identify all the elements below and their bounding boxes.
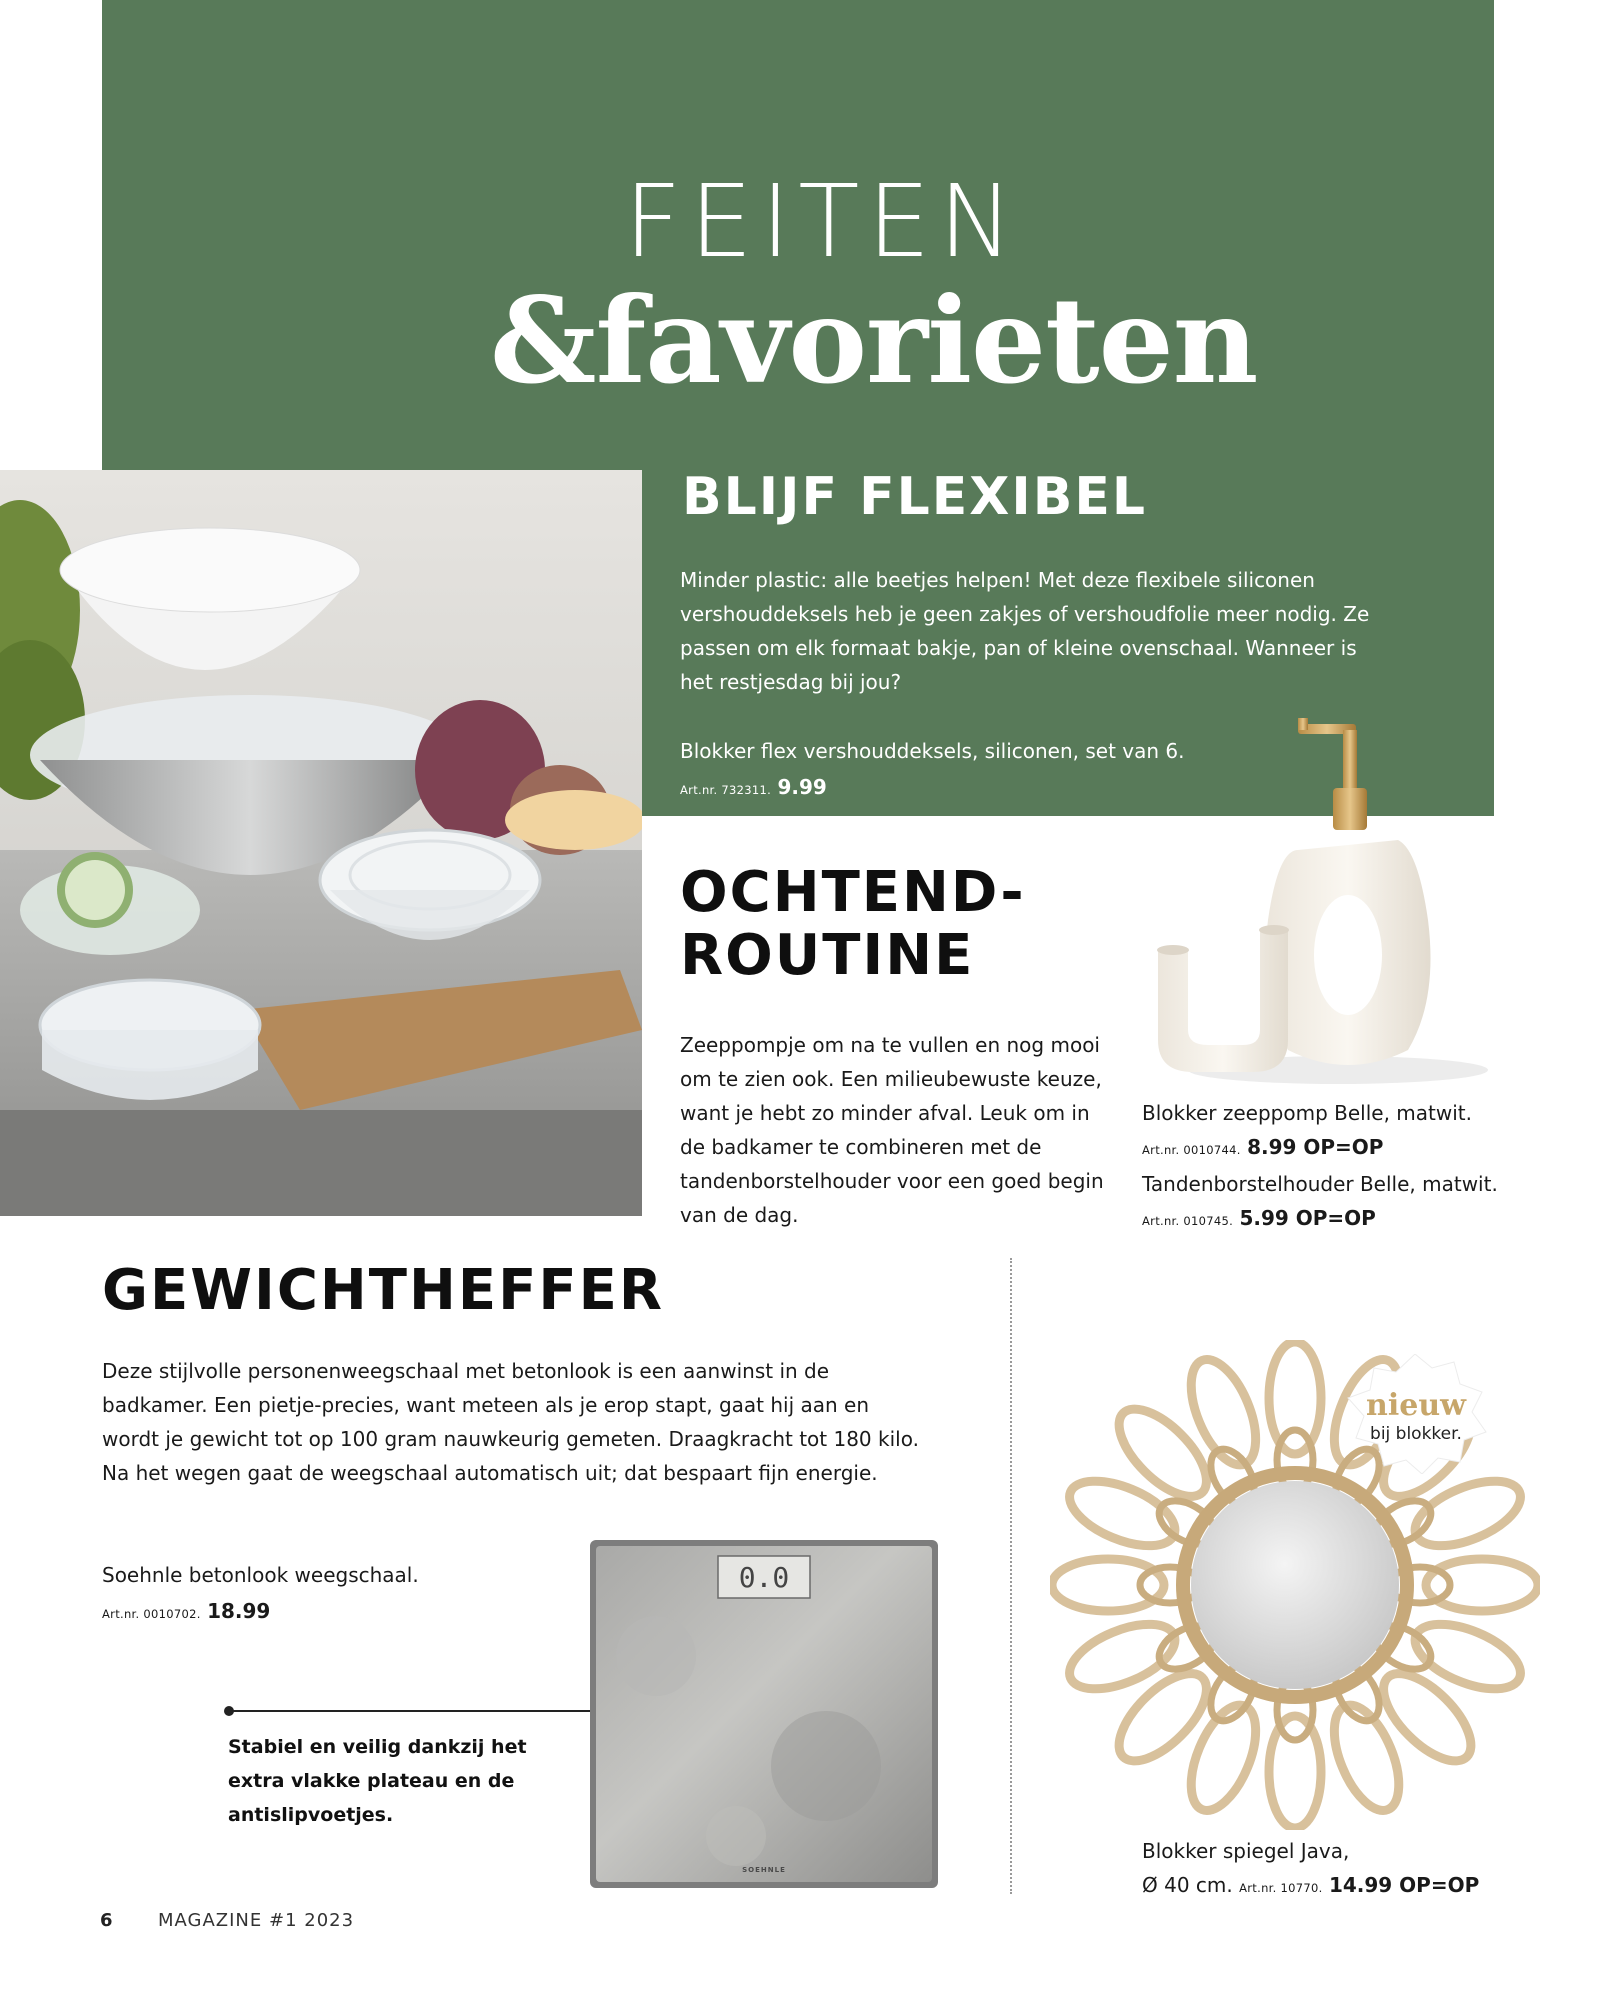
scale-display: 0.0 <box>738 1561 790 1594</box>
flexibel-artnr: Art.nr. 732311. <box>680 783 772 797</box>
soap-pump-photo <box>1148 700 1488 1090</box>
title-feiten: FEITEN <box>624 163 1022 280</box>
magazine-issue: MAGAZINE #1 2023 <box>158 1910 355 1931</box>
silicone-lids-photo <box>0 470 642 1216</box>
scale-callout: Stabiel en veilig dankzij het extra vlakke plateau en de antislipvoetjes. <box>228 1736 527 1826</box>
callout-dot <box>224 1706 234 1716</box>
spiegel-price: 14.99 OP=OP <box>1328 1873 1480 1897</box>
flexibel-price: 9.99 <box>777 775 827 799</box>
gewicht-body: Deze stijlvolle personenweegschaal met betonlook is een aanwinst in de badkamer. Een pietje-precies, want meteen als je erop stapt, gaat hij aan en wordt je gewicht tot op 100 gram nauwkeurig gemeten. Draagkracht tot 180 kilo. Na het wegen gaat de weegschaal automatisch uit; dat bespaart fijn energie. <box>102 1359 919 1485</box>
ochtend-price-line-1 <box>1142 1130 1522 1167</box>
section-heading-ochtendroutine: OCHTEND- ROUTINE <box>680 860 1026 988</box>
ochtend-body: Zeeppompje om na te vullen en nog mooi om te zien ook. Een milieubewuste keuze, want je hebt zo minder afval. Leuk om in de badkamer te combineren met de tandenborstelhouder voor een goed begin van de dag. <box>680 1033 1104 1227</box>
callout-line <box>228 1710 624 1712</box>
flexibel-price-line <box>680 770 827 807</box>
title-favorieten: &favorieten <box>490 271 1258 410</box>
spiegel-size: Ø 40 cm. <box>1142 1873 1233 1897</box>
spiegel-artnr: Art.nr. 10770. <box>1239 1881 1323 1895</box>
ochtend-price-2: 5.99 OP=OP <box>1239 1206 1376 1230</box>
ochtend-price-1: 8.99 OP=OP <box>1247 1135 1384 1159</box>
nieuw-label: nieuw <box>1366 1388 1466 1423</box>
scale-brand: SOEHNLE <box>742 1866 786 1874</box>
section-heading-gewichtheffer: GEWICHTHEFFER <box>102 1258 664 1323</box>
gewicht-product: Soehnle betonlook weegschaal. <box>102 1563 419 1587</box>
gewicht-price-line <box>102 1594 270 1631</box>
bathroom-scale-photo <box>586 1536 942 1892</box>
gewicht-artnr: Art.nr. 0010702. <box>102 1607 201 1621</box>
gewicht-price: 18.99 <box>207 1599 271 1623</box>
ochtend-products <box>1142 1096 1522 1238</box>
spiegel-product: Blokker spiegel Java, <box>1142 1839 1350 1863</box>
flexibel-body: Minder plastic: alle beetjes helpen! Met deze flexibele siliconen vershouddeksels heb je geen zakjes of vershoudfolie meer nodig. Ze passen om elk formaat bakje, pan of kleine ovenschaal. Wanneer is het restjesdag bij jou? <box>680 568 1370 694</box>
spiegel-product-block <box>1142 1834 1542 1905</box>
nieuw-sub-label: bij blokker. <box>1370 1424 1462 1444</box>
flexibel-product: Blokker flex vershouddeksels, siliconen, set van 6. <box>680 739 1185 763</box>
column-divider <box>1010 1258 1012 1894</box>
page-number: 6 <box>100 1910 113 1931</box>
section-heading-flexibel: BLIJF FLEXIBEL <box>682 467 1147 527</box>
ochtend-price-line-2 <box>1142 1201 1522 1238</box>
ochtend-product-1: Blokker zeeppomp Belle, matwit. <box>1142 1101 1472 1125</box>
spiegel-price-line <box>1142 1868 1542 1905</box>
ochtend-artnr-2: Art.nr. 010745. <box>1142 1214 1234 1228</box>
ochtend-product-2: Tandenborstelhouder Belle, matwit. <box>1142 1172 1498 1196</box>
ochtend-artnr-1: Art.nr. 0010744. <box>1142 1143 1241 1157</box>
